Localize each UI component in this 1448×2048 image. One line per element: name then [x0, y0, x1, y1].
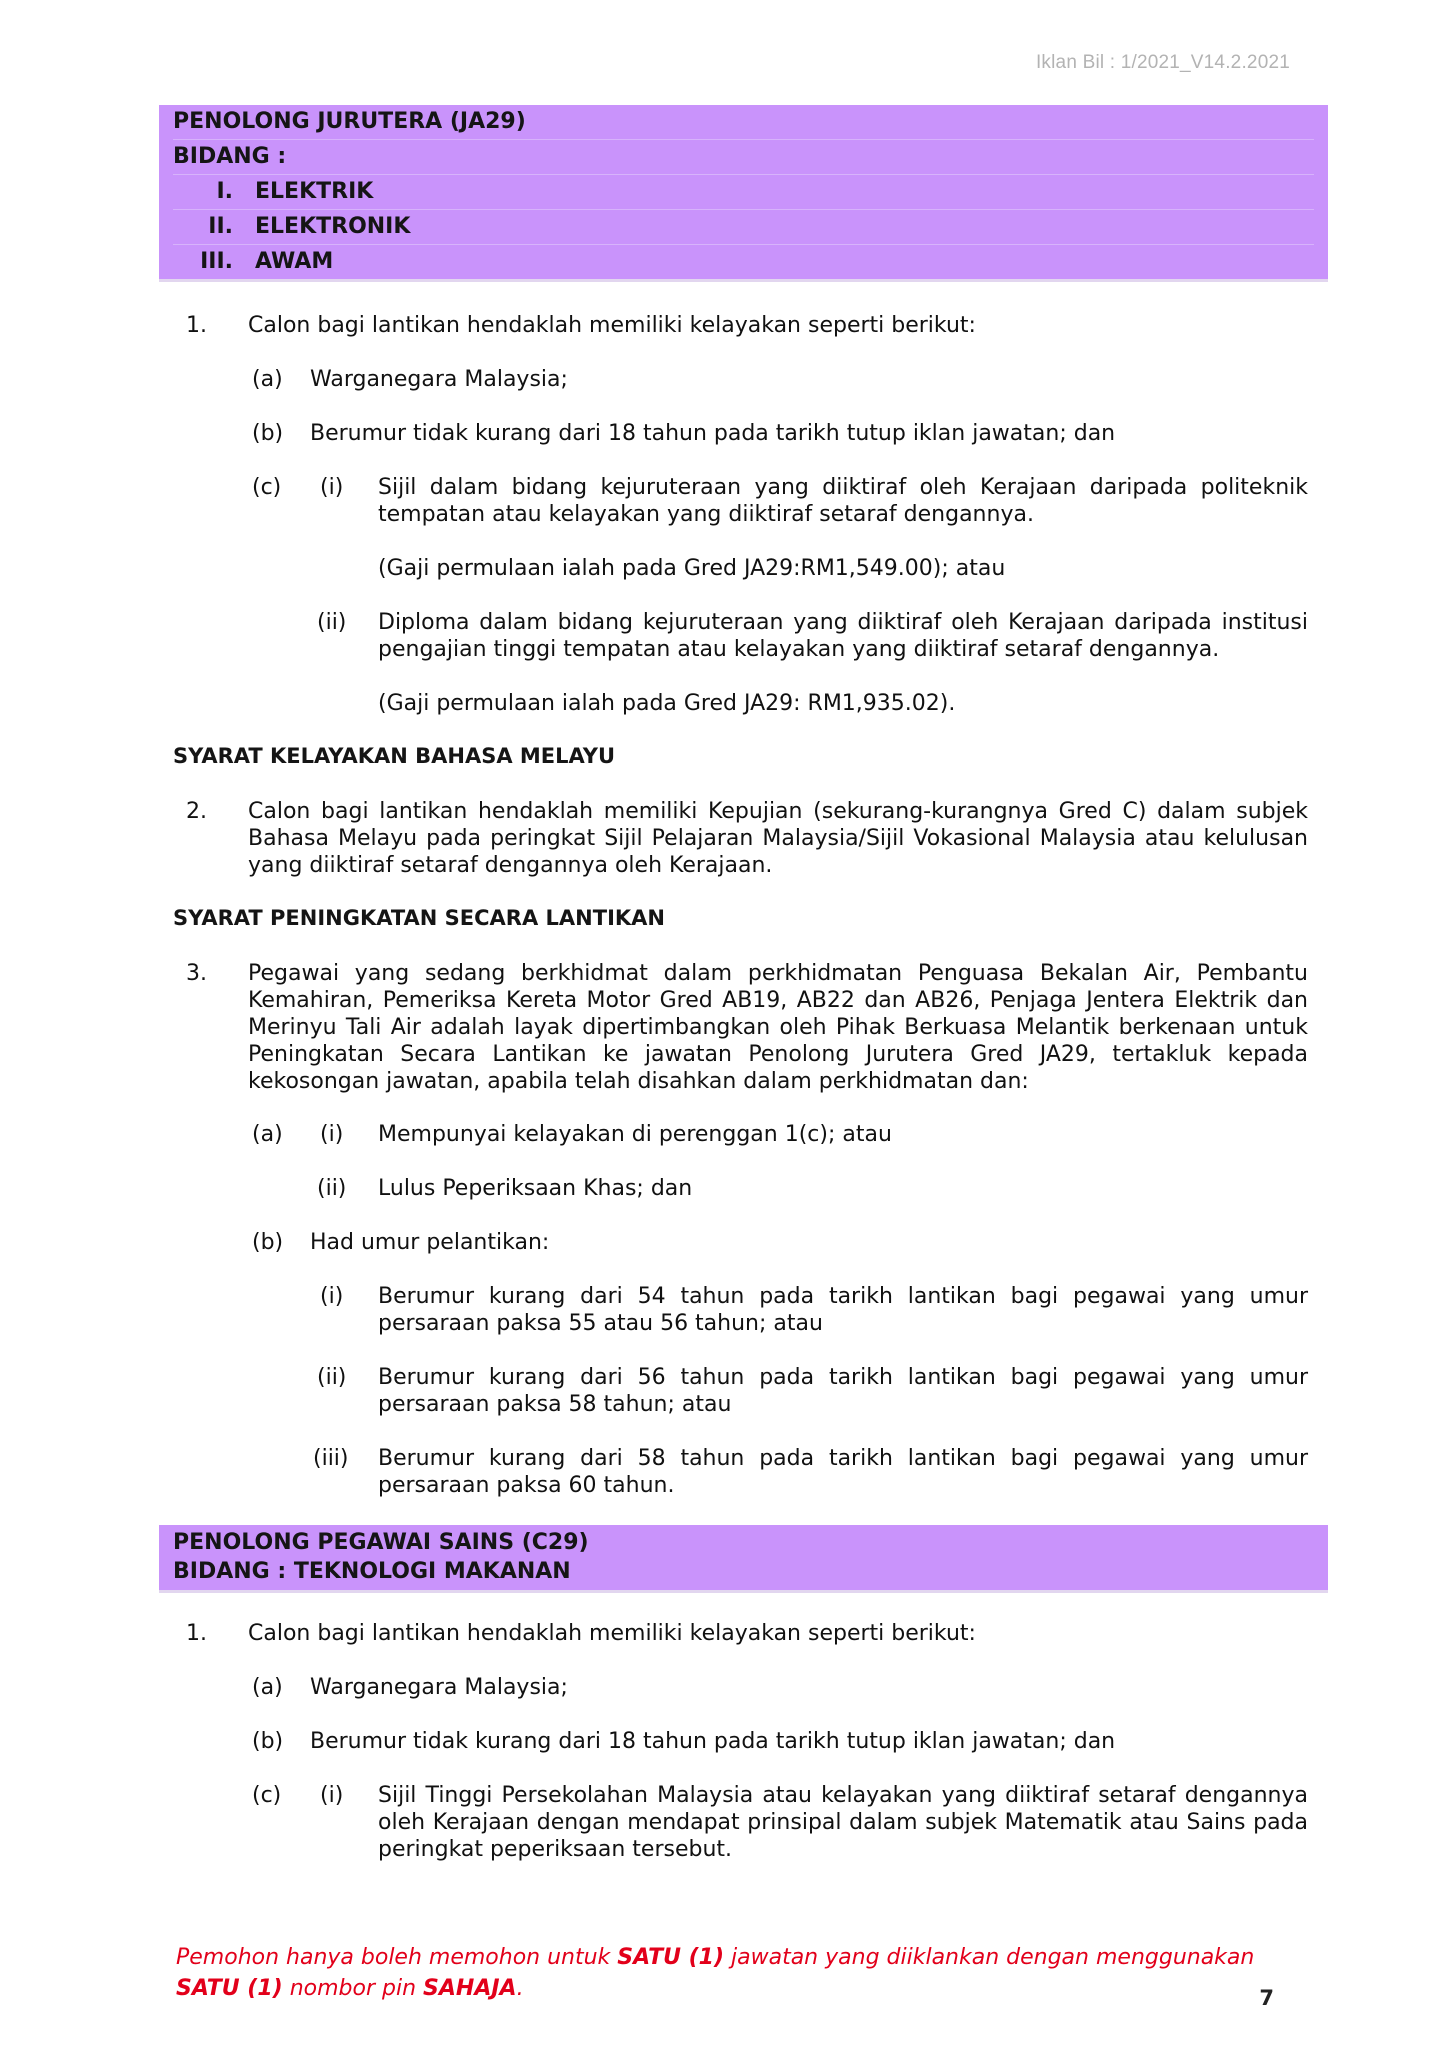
- subitem-label: (i): [320, 1783, 344, 1808]
- item-label: (b): [252, 421, 284, 446]
- notice-emphasis: SATU (1): [617, 1945, 725, 1970]
- item-label: (a): [252, 1122, 283, 1147]
- paragraph-number: 2.: [186, 799, 207, 824]
- paragraph-number: 1.: [186, 313, 207, 338]
- notice-emphasis: SATU (1): [176, 1976, 283, 2001]
- subitem-label: (i): [320, 1284, 344, 1309]
- section-header-penolong-pegawai-sains: [159, 1525, 1328, 1593]
- paragraph-text: Calon bagi lantikan hendaklah memiliki kelayakan seperti berikut:: [248, 1621, 976, 1646]
- item-label: (a): [252, 1675, 283, 1700]
- field-name: ELEKTRIK: [255, 179, 374, 204]
- field-name: ELEKTRONIK: [255, 214, 411, 239]
- subitem-text: Diploma dalam bidang kejuruteraan yang diiktiraf oleh Kerajaan daripada institusi pengajian tinggi tempatan atau kelayakan yang diiktiraf setaraf dengannya.: [378, 610, 1308, 662]
- paragraph-text: Calon bagi lantikan hendaklah memiliki Kepujian (sekurang-kurangnya Gred C) dalam subjek Bahasa Melayu pada peringkat Sijil Pelajaran Malaysia/Sijil Vokasional Malaysia atau kelulusan yang diiktiraf setaraf dengannya oleh Kerajaan.: [248, 799, 1308, 878]
- application-notice: [176, 1942, 1296, 2004]
- item-text: Berumur tidak kurang dari 18 tahun pada tarikh tutup iklan jawatan; dan: [310, 421, 1116, 446]
- notice-text: .: [516, 1976, 524, 2001]
- item-text: Berumur tidak kurang dari 18 tahun pada tarikh tutup iklan jawatan; dan: [310, 1729, 1116, 1754]
- field-number: II.: [208, 214, 233, 239]
- field-number: III.: [200, 249, 233, 274]
- field-item: [173, 175, 1314, 210]
- item-label: (b): [252, 1230, 284, 1255]
- field-number: I.: [216, 179, 233, 204]
- subitem-label: (ii): [317, 610, 347, 635]
- item-label: (c): [252, 1783, 282, 1808]
- bidang-label: BIDANG : TEKNOLOGI MAKANAN: [173, 1559, 571, 1584]
- field-item: [173, 245, 1314, 279]
- salary-note: (Gaji permulaan ialah pada Gred JA29:RM1,549.00); atau: [378, 556, 1006, 581]
- subitem-text: Sijil Tinggi Persekolahan Malaysia atau kelayakan yang diiktiraf setaraf dengannya oleh Kerajaan dengan mendapat prinsipal dalam subjek Matematik atau Sains pada peringkat peperiksaan tersebut.: [378, 1783, 1308, 1862]
- section-title: PENOLONG PEGAWAI SAINS (C29): [173, 1530, 589, 1555]
- subitem-label: (ii): [317, 1176, 347, 1201]
- item-text: Warganegara Malaysia;: [310, 367, 568, 392]
- section-title: PENOLONG JURUTERA (JA29): [173, 105, 1314, 140]
- section-header-penolong-jurutera: [159, 105, 1328, 282]
- heading-peningkatan: SYARAT PENINGKATAN SECARA LANTIKAN: [173, 906, 665, 930]
- item-text: Warganegara Malaysia;: [310, 1675, 568, 1700]
- paragraph-number: 3.: [186, 961, 207, 986]
- paragraph-text: Calon bagi lantikan hendaklah memiliki kelayakan seperti berikut:: [248, 313, 976, 338]
- field-item: [173, 210, 1314, 245]
- item-label: (b): [252, 1729, 284, 1754]
- subitem-label: (i): [320, 1122, 344, 1147]
- page-number: 7: [1259, 1986, 1274, 2010]
- notice-text: Pemohon hanya boleh memohon untuk: [176, 1945, 618, 1970]
- item-label: (c): [252, 475, 282, 500]
- bidang-label: BIDANG :: [173, 140, 1314, 175]
- subitem-label: (ii): [317, 1365, 347, 1390]
- subitem-text: Berumur kurang dari 58 tahun pada tarikh lantikan bagi pegawai yang umur persaraan paksa 60 tahun.: [378, 1446, 1308, 1498]
- subitem-text: Mempunyai kelayakan di perenggan 1(c); atau: [378, 1122, 892, 1147]
- paragraph-text: Pegawai yang sedang berkhidmat dalam perkhidmatan Penguasa Bekalan Air, Pembantu Kemahiran, Pemeriksa Kereta Motor Gred AB19, AB22 dan AB26, Penjaga Jentera Elektrik dan Merinyu Tali Air adalah layak dipertimbangkan oleh Pihak Berkuasa Melantik berkenaan untuk Peningkatan Secara Lantikan ke jawatan Penolong Jurutera Gred JA29, tertakluk kepada kekosongan jawatan, apabila telah disahkan dalam perkhidmatan dan:: [248, 961, 1308, 1094]
- salary-note: (Gaji permulaan ialah pada Gred JA29: RM1,935.02).: [378, 691, 956, 716]
- notice-text: nombor pin: [282, 1976, 424, 2001]
- document-reference: Iklan Bil : 1/2021_V14.2.2021: [1035, 52, 1290, 73]
- subitem-label: (i): [320, 475, 344, 500]
- subitem-text: Lulus Peperiksaan Khas; dan: [378, 1176, 693, 1201]
- item-label: (a): [252, 367, 283, 392]
- paragraph-number: 1.: [186, 1621, 207, 1646]
- subitem-text: Berumur kurang dari 54 tahun pada tarikh lantikan bagi pegawai yang umur persaraan paksa 55 atau 56 tahun; atau: [378, 1284, 1308, 1336]
- subitem-label: (iii): [313, 1446, 349, 1471]
- subitem-text: Sijil dalam bidang kejuruteraan yang diiktiraf oleh Kerajaan daripada politeknik tempatan atau kelayakan yang diiktiraf setaraf dengannya.: [378, 475, 1308, 527]
- notice-text: jawatan yang diiklankan dengan menggunakan: [724, 1945, 1255, 1970]
- item-text: Had umur pelantikan:: [310, 1230, 550, 1255]
- notice-emphasis: SAHAJA: [423, 1976, 517, 2001]
- field-name: AWAM: [255, 249, 334, 274]
- subitem-text: Berumur kurang dari 56 tahun pada tarikh lantikan bagi pegawai yang umur persaraan paksa 58 tahun; atau: [378, 1365, 1308, 1417]
- heading-bahasa-melayu: SYARAT KELAYAKAN BAHASA MELAYU: [173, 744, 616, 768]
